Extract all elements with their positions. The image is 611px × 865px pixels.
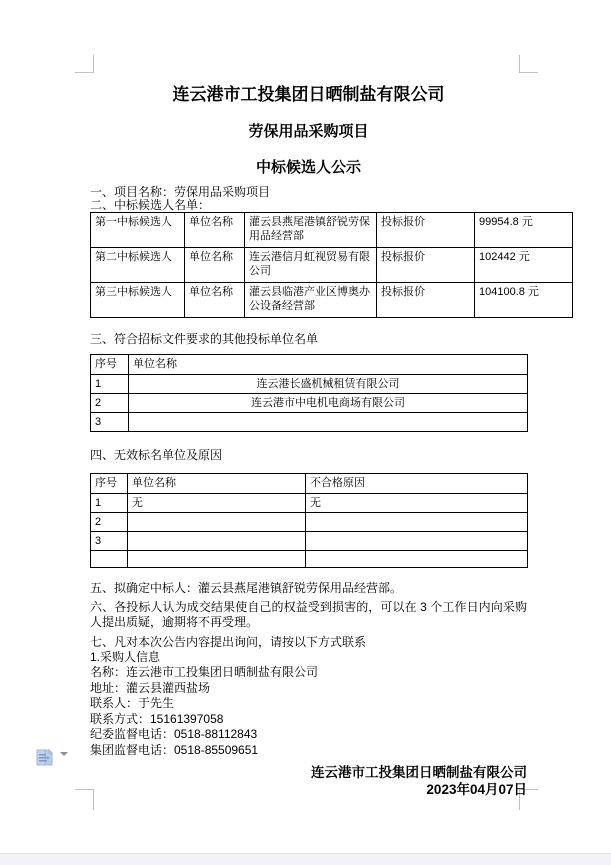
margin-crop-mark-top-right [519, 55, 538, 73]
intro-line-candidate-list: 二、中标候选人名单： [90, 198, 211, 212]
contact-name-line: 名称：连云港市工投集团日晒制盐有限公司 [90, 665, 319, 679]
unit-label-cell: 单位名称 [185, 248, 245, 283]
column-header-reason: 不合格原因 [306, 474, 528, 494]
table-row [91, 283, 573, 318]
reason-cell: 无 [306, 494, 528, 513]
margin-crop-mark-top-left [75, 55, 94, 73]
unit-name-cell: 连云港市中电机电商场有限公司 [129, 394, 528, 413]
price-value-cell: 99954.8 元 [475, 213, 573, 248]
section7-text: 七、凡对本次公告内容提出询问，请按以下方式联系 [90, 635, 367, 649]
reason-cell [306, 551, 528, 568]
unit-label-cell: 单位名称 [185, 283, 245, 318]
index-cell: 2 [91, 394, 129, 413]
table-row [91, 213, 573, 248]
candidates-table [90, 212, 573, 318]
table-row [91, 248, 573, 283]
unit-name-cell [129, 413, 528, 432]
unit-name-cell: 连云港长盛机械租赁有限公司 [129, 375, 528, 394]
signature-block [90, 765, 527, 798]
table-row [91, 394, 528, 413]
price-label-cell: 投标报价 [377, 248, 475, 283]
unit-name-cell: 灌云县燕尾港镇舒锐劳保用品经营部 [245, 213, 377, 248]
section6-text: 六、各投标人认为成交结果使自己的权益受到损害的，可以在 3 个工作日内向采购人提出质疑，逾期将不再受理。 [90, 600, 527, 629]
table-row [91, 551, 528, 568]
table-header-row [91, 474, 528, 494]
unit-name-cell [128, 532, 306, 551]
index-cell: 3 [91, 413, 129, 432]
column-header-unit-name: 单位名称 [129, 355, 528, 375]
document-content [90, 72, 539, 798]
unit-name-cell [128, 513, 306, 532]
unit-name-cell: 连云港信月虹视贸易有限公司 [245, 248, 377, 283]
purchaser-contact-block [90, 665, 527, 758]
document-title-announcement: 中标候选人公示 [255, 159, 361, 176]
column-header-index: 序号 [91, 355, 129, 375]
section4-title: 四、无效标名单位及原因 [90, 448, 223, 462]
page-bottom-edge [0, 853, 611, 865]
table-row [91, 513, 528, 532]
index-cell: 1 [91, 375, 129, 394]
price-label-cell: 投标报价 [377, 283, 475, 318]
index-cell [91, 551, 128, 568]
document-title-project: 劳保用品采购项目 [248, 123, 369, 140]
table-row [91, 413, 528, 432]
section5-text: 五、拟确定中标人：灌云县燕尾港镇舒锐劳保用品经营部。 [90, 581, 403, 595]
group-supervision-phone-line: 集团监督电话：0518-85509651 [90, 742, 259, 757]
unit-name-cell: 灌云县临港产业区博奥办公设备经营部 [245, 283, 377, 318]
document-title-company: 连云港市工投集团日晒制盐有限公司 [172, 85, 445, 104]
discipline-supervision-phone-line: 纪委监督电话：0518-88112843 [90, 727, 258, 741]
candidate-rank-cell: 第一中标候选人 [91, 213, 185, 248]
reason-cell [306, 532, 528, 551]
table-row [91, 375, 528, 394]
contact-phone-line: 联系方式：15161397058 [90, 711, 224, 726]
purchaser-info-heading: 1.采购人信息 [90, 650, 161, 664]
other-bidders-table [90, 354, 528, 432]
index-cell: 2 [91, 513, 128, 532]
unit-name-cell: 无 [128, 494, 306, 513]
table-row [91, 494, 528, 513]
chevron-down-icon[interactable] [60, 756, 69, 764]
price-label-cell: 投标报价 [377, 213, 475, 248]
section3-title: 三、符合招标文件要求的其他投标单位名单 [90, 332, 319, 346]
index-cell: 1 [91, 494, 128, 513]
unit-name-cell [128, 551, 306, 568]
column-header-unit-name: 单位名称 [128, 474, 306, 494]
candidate-rank-cell: 第二中标候选人 [91, 248, 185, 283]
contact-person-line: 联系人：于先生 [90, 696, 175, 710]
signature-company: 连云港市工投集团日晒制盐有限公司 [311, 765, 527, 780]
intro-line-project-name: 一、项目名称：劳保用品采购项目 [90, 185, 271, 199]
price-value-cell: 102442 元 [475, 248, 573, 283]
price-value-cell: 104100.8 元 [475, 283, 573, 318]
index-cell: 3 [91, 532, 128, 551]
signature-date: 2023年04月07日 [426, 781, 527, 797]
table-header-row [91, 355, 528, 375]
contact-address-line: 地址：灌云县灌西盐场 [90, 680, 211, 695]
column-header-index: 序号 [91, 474, 128, 494]
reason-cell [306, 513, 528, 532]
invalid-bids-table [90, 473, 528, 568]
table-row [91, 532, 528, 551]
paste-options-button[interactable] [36, 749, 70, 771]
unit-label-cell: 单位名称 [185, 213, 245, 248]
candidate-rank-cell: 第三中标候选人 [91, 283, 185, 318]
